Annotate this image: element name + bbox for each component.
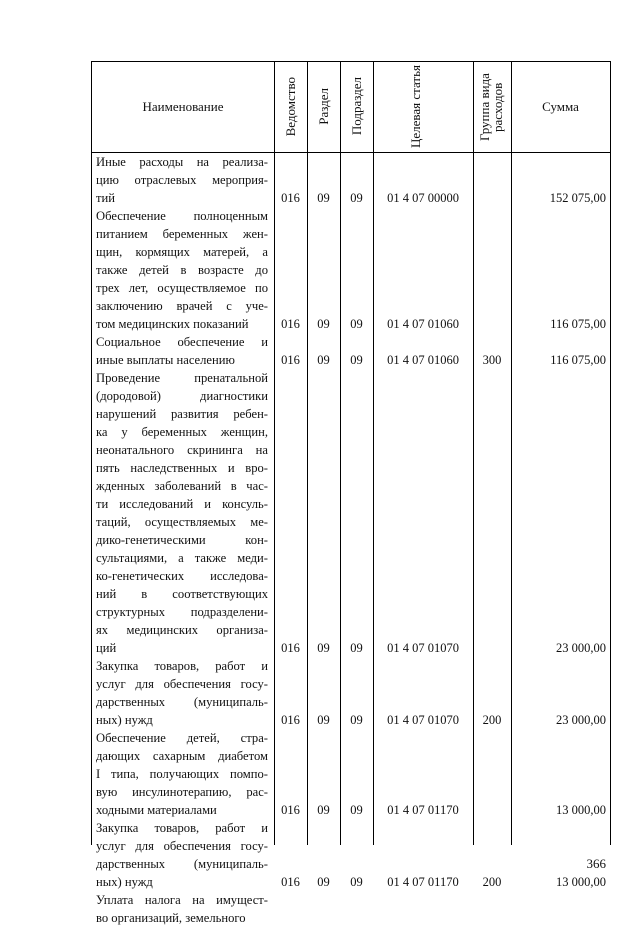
row-name-line: ных) нужд xyxy=(96,713,153,727)
row-dept: 016 xyxy=(281,353,300,367)
row-name-line: питанием беременных жен- xyxy=(96,227,268,241)
row-name-line: неонатального скрининга на xyxy=(96,443,268,457)
row-name-line: ций xyxy=(96,641,117,655)
row-name-line: дарственных (муниципаль- xyxy=(96,695,268,709)
row-sum: 152 075,00 xyxy=(549,191,606,205)
row-subsection: 09 xyxy=(350,191,363,205)
row-name-line: дико-генетическими кон- xyxy=(96,533,268,547)
row-name xyxy=(96,819,268,891)
row-section: 09 xyxy=(317,803,330,817)
row-sum: 13 000,00 xyxy=(556,875,606,889)
header-name: Наименование xyxy=(142,98,224,114)
row-dept: 016 xyxy=(281,803,300,817)
row-target: 01 4 07 01070 xyxy=(387,713,459,727)
row-name-line: трех лет, осуществляемое по xyxy=(96,281,268,295)
row-name-line: во организаций, земельного xyxy=(96,911,246,925)
row-name-line: вую инсулинотерапию, рас- xyxy=(96,785,268,799)
row-target: 01 4 07 01060 xyxy=(387,317,459,331)
row-name xyxy=(96,657,268,729)
row-dept: 016 xyxy=(281,875,300,889)
row-section: 09 xyxy=(317,317,330,331)
header-sum: Сумма xyxy=(542,98,579,114)
row-name-line: ных) нужд xyxy=(96,875,153,889)
row-target: 01 4 07 00000 xyxy=(387,191,459,205)
row-name-line: том медицинских показаний xyxy=(96,317,249,331)
row-section: 09 xyxy=(317,641,330,655)
row-name-line: I типа, получающих помпо- xyxy=(96,767,268,781)
row-name-line: иные выплаты населению xyxy=(96,353,235,367)
header-dept: Ведомство xyxy=(283,76,298,137)
row-name-line: дарственных (муниципаль- xyxy=(96,857,268,871)
row-sum: 13 000,00 xyxy=(556,803,606,817)
row-name-line: пять наследственных и вро- xyxy=(96,461,268,475)
row-name-line: Уплата налога на имущест- xyxy=(96,893,268,907)
row-name-line: ко-генетических исследова- xyxy=(96,569,268,583)
row-section: 09 xyxy=(317,875,330,889)
row-name xyxy=(96,333,268,369)
row-section: 09 xyxy=(317,191,330,205)
row-name-line: (дородовой) диагностики xyxy=(96,389,268,403)
row-name-line: заключению врачей с уче- xyxy=(96,299,268,313)
row-subsection: 09 xyxy=(350,875,363,889)
row-name-line: щин, кормящих матерей, а xyxy=(96,245,268,259)
row-subsection: 09 xyxy=(350,641,363,655)
row-dept: 016 xyxy=(281,713,300,727)
row-name xyxy=(96,369,268,657)
row-dept: 016 xyxy=(281,191,300,205)
row-name-line: Обеспечение детей, стра- xyxy=(96,731,268,745)
row-sum: 116 075,00 xyxy=(550,317,606,331)
row-target: 01 4 07 01060 xyxy=(387,353,459,367)
row-group: 300 xyxy=(482,353,502,367)
row-group: 200 xyxy=(482,713,502,727)
row-name-line: ходными материалами xyxy=(96,803,217,817)
row-sum: 23 000,00 xyxy=(556,641,606,655)
row-name xyxy=(96,153,268,207)
row-section: 09 xyxy=(317,353,330,367)
row-subsection: 09 xyxy=(350,803,363,817)
row-dept: 016 xyxy=(281,641,300,655)
row-sum: 116 075,00 xyxy=(550,353,606,367)
row-name-line: таций, осуществляемых ме- xyxy=(96,515,268,529)
row-section: 09 xyxy=(317,713,330,727)
row-name-line: ка у беременных женщин, xyxy=(96,425,268,439)
row-name-line: жденных заболеваний в час- xyxy=(96,479,268,493)
row-name-line: Закупка товаров, работ и xyxy=(96,821,268,835)
header-subsection: Подраздел xyxy=(349,77,364,136)
row-dept: 016 xyxy=(281,317,300,331)
row-name-line: Обеспечение полноценным xyxy=(96,209,268,223)
header-target: Целевая статья xyxy=(408,64,423,148)
row-name xyxy=(96,729,268,819)
row-name-line: цию отраслевых мероприя- xyxy=(96,173,268,187)
page-number: 366 xyxy=(586,856,606,871)
row-name-line: структурных подразделени- xyxy=(96,605,268,619)
row-group: 200 xyxy=(482,875,502,889)
row-name-line: ти исследований и консуль- xyxy=(96,497,268,511)
row-name xyxy=(96,207,268,333)
row-sum: 23 000,00 xyxy=(556,713,606,727)
row-name-line: Социальное обеспечение и xyxy=(96,335,268,349)
row-name xyxy=(96,891,268,927)
header-expense-group: Группа вида расходов xyxy=(477,72,505,141)
row-name-line: ний в соответствующих xyxy=(96,587,268,601)
row-target: 01 4 07 01170 xyxy=(387,803,459,817)
row-name-line: нарушений развития ребен- xyxy=(96,407,268,421)
row-name-line: услуг для обеспечения госу- xyxy=(96,677,268,691)
row-name-line: Закупка товаров, работ и xyxy=(96,659,268,673)
row-target: 01 4 07 01070 xyxy=(387,641,459,655)
row-name-line: тий xyxy=(96,191,115,205)
row-name-line: ях медицинских организа- xyxy=(96,623,268,637)
row-name-line: Проведение пренатальной xyxy=(96,371,268,385)
row-name-line: Иные расходы на реализа- xyxy=(96,155,268,169)
row-target: 01 4 07 01170 xyxy=(387,875,459,889)
header-section: Раздел xyxy=(316,88,331,125)
row-name-line: услуг для обеспечения госу- xyxy=(96,839,268,853)
row-name-line: дающих сахарным диабетом xyxy=(96,749,268,763)
row-subsection: 09 xyxy=(350,713,363,727)
row-subsection: 09 xyxy=(350,317,363,331)
row-name-line: также детей в возрасте до xyxy=(96,263,268,277)
row-subsection: 09 xyxy=(350,353,363,367)
row-name-line: сультациями, а также меди- xyxy=(96,551,268,565)
